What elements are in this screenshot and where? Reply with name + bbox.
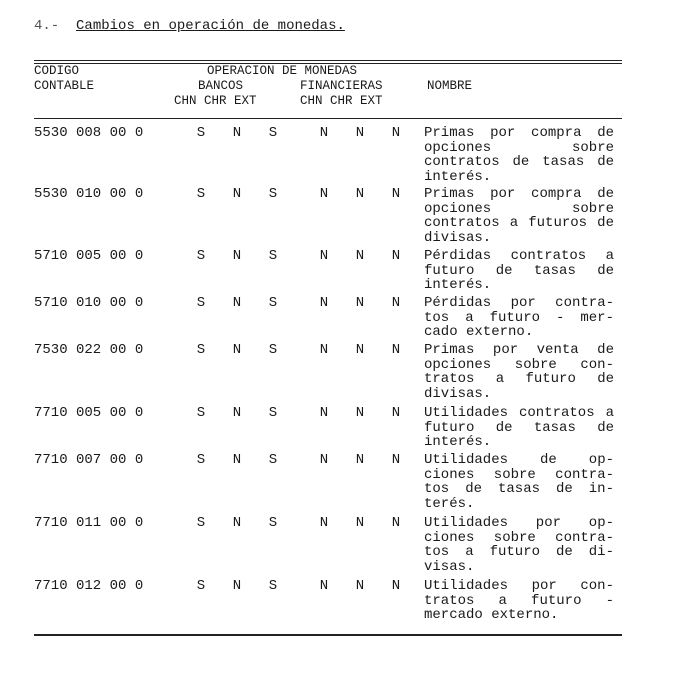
bancos-chn-flag: S: [196, 515, 206, 531]
financieras-chr-flag: N: [355, 186, 365, 202]
bancos-chn-flag: S: [196, 186, 206, 202]
table-top-rule: [34, 60, 622, 61]
account-name: Utilidades por con-tratos a futuro - mercado externo.: [424, 578, 614, 624]
bancos-chn-flag: S: [196, 452, 206, 468]
financieras-chr-flag: N: [355, 342, 365, 358]
bancos-chn-flag: S: [196, 405, 206, 421]
bancos-ext-flag: S: [268, 186, 278, 202]
section-number: 4.-: [34, 18, 60, 34]
bancos-chn-flag: S: [196, 342, 206, 358]
financieras-chr-flag: N: [355, 295, 365, 311]
table-row: [34, 406, 614, 450]
financieras-chr-flag: N: [355, 452, 365, 468]
bancos-ext-flag: S: [268, 295, 278, 311]
financieras-ext-flag: N: [391, 405, 401, 421]
table-bottom-rule: [34, 634, 622, 636]
header-codigo: CODIGO: [34, 64, 80, 78]
section-title: [34, 18, 345, 34]
bancos-ext-flag: S: [268, 248, 278, 264]
account-code: 7710 011 00 0: [34, 515, 144, 531]
account-name: Primas por compra de opciones sobre contratos a futuros de divisas.: [424, 186, 614, 246]
table-row: [34, 343, 614, 401]
header-nombre: NOMBRE: [427, 79, 473, 93]
financieras-ext-flag: N: [391, 295, 401, 311]
bancos-chr-flag: N: [232, 125, 242, 141]
bancos-ext-flag: S: [268, 578, 278, 594]
table-row: [34, 126, 614, 184]
financieras-ext-flag: N: [391, 578, 401, 594]
bancos-chr-flag: N: [232, 186, 242, 202]
financieras-ext-flag: N: [391, 515, 401, 531]
bancos-chr-flag: N: [232, 342, 242, 358]
header-bottom-rule: [34, 118, 622, 119]
bancos-chn-flag: S: [196, 248, 206, 264]
section-title-text: Cambios en operación de monedas.: [76, 18, 345, 34]
bancos-chn-flag: S: [196, 295, 206, 311]
account-name: Utilidades contratos a futuro de tasas de interés.: [424, 405, 614, 451]
financieras-chn-flag: N: [319, 405, 329, 421]
header-codigo-contable: [34, 64, 94, 94]
bancos-chn-flag: S: [196, 578, 206, 594]
account-code: 5530 010 00 0: [34, 186, 144, 202]
bancos-ext-flag: S: [268, 125, 278, 141]
bancos-chr-flag: N: [232, 578, 242, 594]
account-name: Primas por compra de opciones sobre contratos de tasas de interés.: [424, 125, 614, 185]
table-row: [34, 516, 614, 574]
header-operacion-de-monedas: OPERACION DE MONEDAS: [207, 64, 358, 78]
financieras-chr-flag: N: [355, 578, 365, 594]
header-financieras: FINANCIERAS: [300, 79, 383, 93]
table-row: [34, 249, 614, 293]
bancos-chr-flag: N: [232, 248, 242, 264]
account-code: 7530 022 00 0: [34, 342, 144, 358]
bancos-chr-flag: N: [232, 405, 242, 421]
account-code: 5710 005 00 0: [34, 248, 144, 264]
table-row: [34, 579, 614, 623]
account-name: Pérdidas contratos a futuro de tasas de interés.: [424, 248, 614, 294]
bancos-ext-flag: S: [268, 452, 278, 468]
account-code: 7710 005 00 0: [34, 405, 144, 421]
financieras-ext-flag: N: [391, 248, 401, 264]
financieras-chr-flag: N: [355, 125, 365, 141]
account-name: Primas por venta de opciones sobre con-tratos a futuro de divisas.: [424, 342, 614, 402]
bancos-ext-flag: S: [268, 405, 278, 421]
financieras-chn-flag: N: [319, 515, 329, 531]
financieras-chn-flag: N: [319, 452, 329, 468]
bancos-chn-flag: S: [196, 125, 206, 141]
table-row: [34, 296, 614, 340]
financieras-chn-flag: N: [319, 125, 329, 141]
account-name: Utilidades por op-ciones sobre contra-tos a futuro de di-visas.: [424, 515, 614, 575]
bancos-chr-flag: N: [232, 452, 242, 468]
financieras-chr-flag: N: [355, 248, 365, 264]
financieras-ext-flag: N: [391, 452, 401, 468]
bancos-ext-flag: S: [268, 515, 278, 531]
account-name: Utilidades de op-ciones sobre contra-tos de tasas de in-terés.: [424, 452, 614, 512]
header-bancos-subcolumns: CHN CHR EXT: [174, 94, 257, 108]
financieras-chn-flag: N: [319, 578, 329, 594]
financieras-chr-flag: N: [355, 515, 365, 531]
account-code: 7710 007 00 0: [34, 452, 144, 468]
financieras-chn-flag: N: [319, 342, 329, 358]
account-name: Pérdidas por contra-tos a futuro - mer-cado externo.: [424, 295, 614, 341]
header-bancos: BANCOS: [198, 79, 244, 93]
financieras-ext-flag: N: [391, 342, 401, 358]
financieras-chn-flag: N: [319, 186, 329, 202]
account-code: 5530 008 00 0: [34, 125, 144, 141]
header-contable: CONTABLE: [34, 79, 95, 93]
account-code: 5710 010 00 0: [34, 295, 144, 311]
bancos-chr-flag: N: [232, 295, 242, 311]
table-row: [34, 453, 614, 511]
financieras-chr-flag: N: [355, 405, 365, 421]
account-code: 7710 012 00 0: [34, 578, 144, 594]
financieras-ext-flag: N: [391, 186, 401, 202]
financieras-ext-flag: N: [391, 125, 401, 141]
financieras-chn-flag: N: [319, 248, 329, 264]
table-row: [34, 187, 614, 245]
financieras-chn-flag: N: [319, 295, 329, 311]
header-financieras-subcolumns: CHN CHR EXT: [300, 94, 383, 108]
bancos-ext-flag: S: [268, 342, 278, 358]
bancos-chr-flag: N: [232, 515, 242, 531]
